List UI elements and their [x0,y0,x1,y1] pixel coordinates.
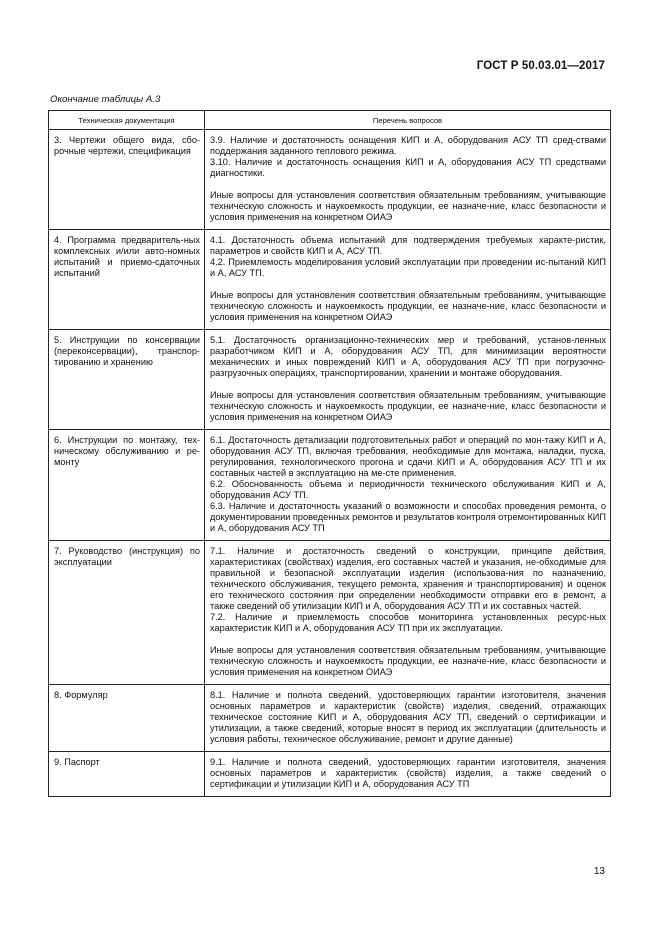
other-questions-text: Иные вопросы для установления соответствия обязательным требованиям, учитывающие техническую сложность и наукоемкость продукции, ее назначе-ние, класс безопасности и условия применения на конкретном ОИАЭ [210,645,606,677]
question-item: 4.2. Приемлемость моделирования условий эксплуатации при проведении ис-пытаний КИП и А, АСУ ТП. [210,257,606,278]
question-item: 8.1. Наличие и полнота сведений, удостоверяющих гарантии изготовителя, значения основных параметров и характеристик (свойств) изделия, сведений, отражающих техническое состояние КИП и А, оборудования АСУ ТП, сведений о сертификации и утилизации, а также сведений, которые вносят в период их эксплуатации (длительность и условия работы, техническое обслуживание, ремонт и другие данные) [210,690,606,744]
question-item: 9.1. Наличие и полнота сведений, удостоверяющих гарантии изготовителя, значения основных параметров и характеристик (свойств) изделия, а также сведений о сертификации и утилизации КИП и А, оборудования АСУ ТП [210,757,606,789]
questions-cell [205,541,611,685]
document-code: ГОСТ Р 50.03.01—2017 [476,60,605,72]
table-row [49,430,611,541]
other-questions-text: Иные вопросы для установления соответствия обязательным требованиям, учитывающие техническую сложность и наукоемкость продукции, ее назначе-ние, класс безопасности и условия применения на конкретном ОИАЭ [210,190,606,222]
questions-cell [205,130,611,230]
table-row [49,230,611,330]
column-header-questions: Перечень вопросов [205,111,611,130]
table-header-row [49,111,611,130]
page-number: 13 [593,866,605,877]
questions-cell [205,230,611,330]
question-item: 7.1. Наличие и достаточность сведений о конструкции, принципе действия, характеристиках (свойствах) изделия, его составных частей и указания, не-обходимые для правильной и безопасной эксплуатации изделия (использова-ния по назначению, технического обслуживания, текущего ремонта, хранения и транспортирования) и оценок его технического состояния при определении необходимости отправки его в ремонт, а также сведений об утилизации КИП и А, оборудования АСУ ТП и их составных частей. [210,546,606,611]
table-caption: Окончание таблицы А.3 [50,94,161,105]
table-row [49,130,611,230]
question-item: 3.10. Наличие и достаточность оснащения КИП и А, оборудования АСУ ТП средствами диагностики. [210,157,606,178]
question-item: 6.1. Достаточность детализации подготовительных работ и операций по мон-тажу КИП и А, оборудования АСУ ТП, включая требования, необходимые для монтажа, наладки, пуска, регулирования, технологического прогона и сдачи КИП и А, оборудования АСУ ТП и их составных частей в эксплуатацию на ме-сте применения. [210,435,606,478]
table-row [49,541,611,685]
documentation-cell: 5. Инструкции по консервации (переконсервации), транспор-тированию и хранению [49,330,205,430]
other-questions-text: Иные вопросы для установления соответствия обязательным требованиям, учитывающие техническую сложность и наукоемкость продукции, ее назначе-ние, класс безопасности и условия применения на конкретном ОИАЭ [210,290,606,322]
question-item: 4.1. Достаточность объема испытаний для подтверждения требуемых характе-ристик, параметров и свойств КИП и А, АСУ ТП. [210,235,606,256]
questions-cell [205,430,611,541]
other-questions-text: Иные вопросы для установления соответствия обязательным требованиям, учитывающие техническую сложность и наукоемкость продукции, ее назначе-ние, класс безопасности и условия применения на конкретном ОИАЭ [210,390,606,422]
documentation-cell: 3. Чертежи общего вида, сбо-рочные чертежи, спецификация [49,130,205,230]
table-row [49,330,611,430]
table-row [49,752,611,797]
table-row [49,685,611,752]
column-header-documentation: Техническая документация [49,111,205,130]
question-item: 6.3. Наличие и достаточность указаний о возможности и способах проведения ремонта, о документировании проведенных ремонтов и результатов контроля отремонтированных КИП и А, оборудования АСУ ТП [210,501,606,533]
requirements-table [48,110,611,797]
question-item: 7.2. Наличие и приемлемость способов мониторинга установленных ресурс-ных характеристик КИП и А, оборудования АСУ ТП при их эксплуатации. [210,612,606,633]
documentation-cell: 6. Инструкции по монтажу, тех-ническому обслуживанию и ре-монту [49,430,205,541]
question-item: 6.2. Обоснованность объема и периодичности технического обслуживания КИП и А, оборудования АСУ ТП. [210,479,606,500]
questions-cell [205,330,611,430]
documentation-cell: 7. Руководство (инструкция) по эксплуатации [49,541,205,685]
question-item: 3.9. Наличие и достаточность оснащения КИП и А, оборудования АСУ ТП сред-ствами поддержания заданного теплового режима. [210,135,606,156]
documentation-cell: 4. Программа предваритель-ных комплексных и/или авто-номных испытаний и приемо-сдаточных испытаний [49,230,205,330]
questions-cell [205,752,611,797]
question-item: 5.1. Достаточность организационно-технических мер и требований, установ-ленных разработчиком КИП и А, оборудования АСУ ТП, для минимизации вероятности механических и иных повреждений КИП и А, оборудования АСУ ТП при погрузочно-разгрузочных операциях, транспортировании, хранении и монтаже оборудования. [210,335,606,378]
documentation-cell: 8. Формуляр [49,685,205,752]
questions-cell [205,685,611,752]
documentation-cell: 9. Паспорт [49,752,205,797]
